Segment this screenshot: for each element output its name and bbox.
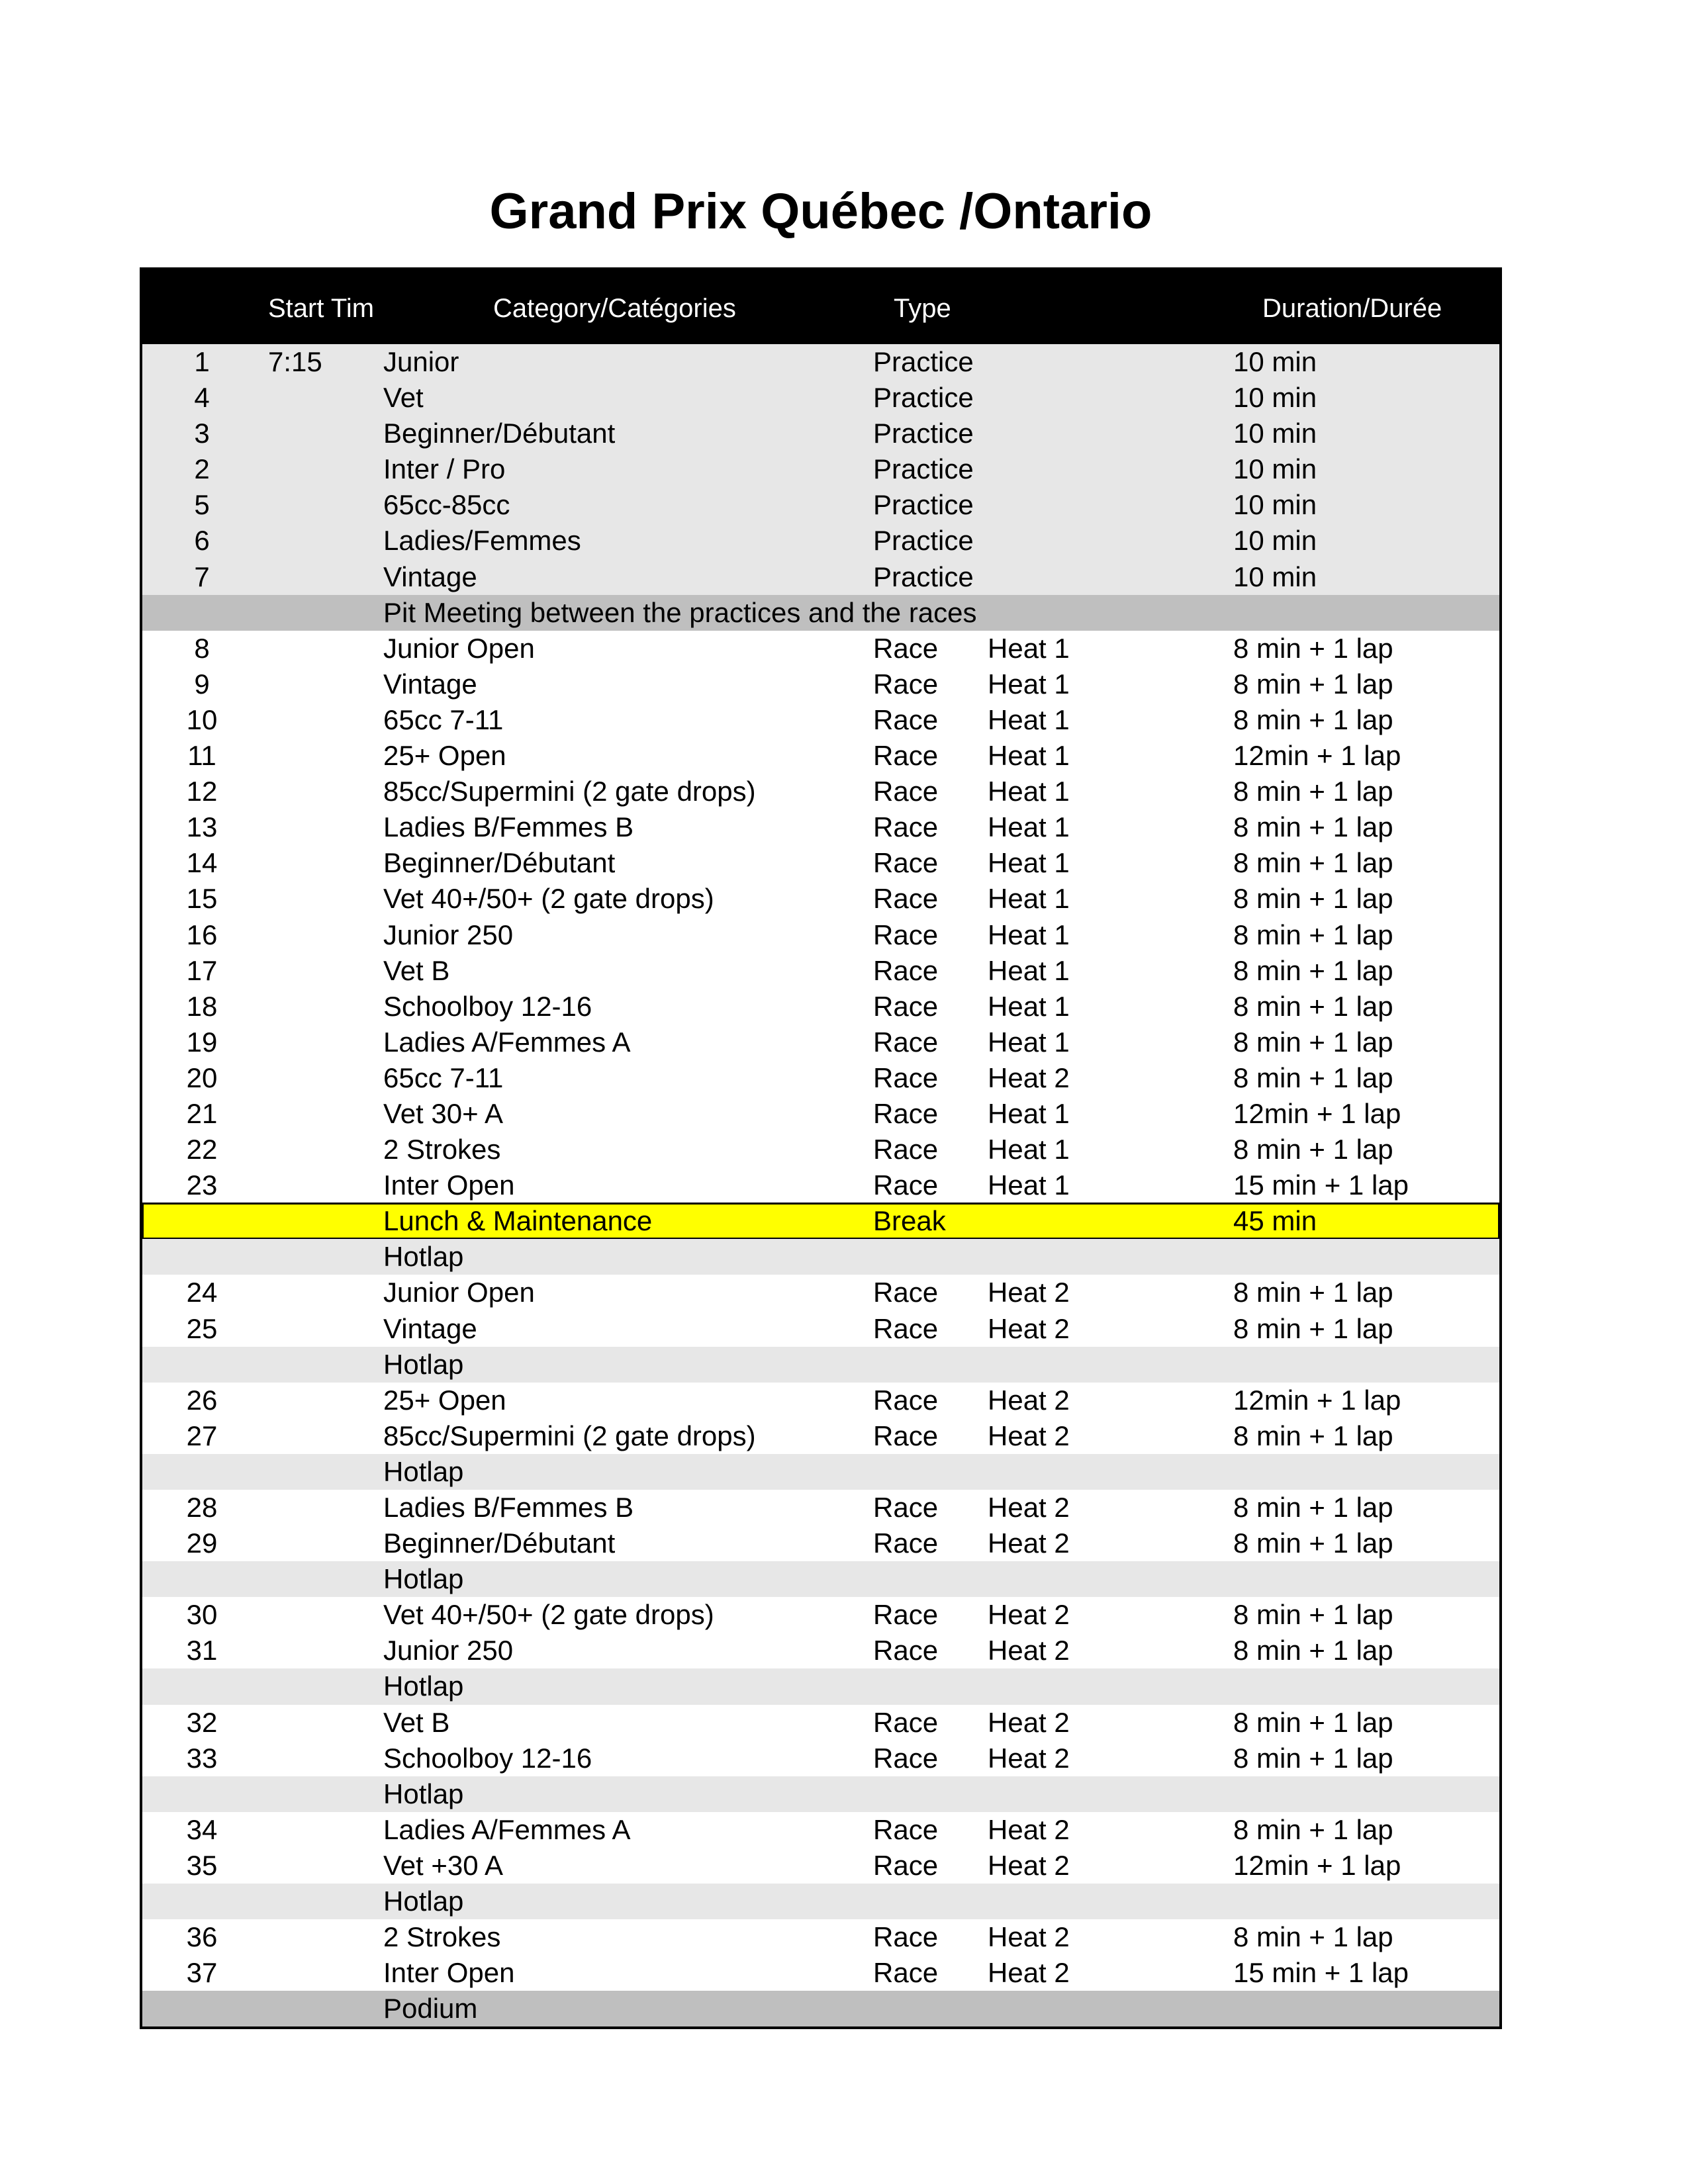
- table-row: [142, 487, 1499, 523]
- row-number: 36: [186, 1921, 218, 1953]
- row-category: Hotlap: [383, 1241, 464, 1273]
- table-row: [142, 953, 1499, 989]
- row-heat: Heat 2: [988, 1921, 1070, 1953]
- row-duration: 8 min + 1 lap: [1233, 1134, 1393, 1165]
- row-category: Ladies/Femmes: [383, 525, 581, 557]
- table-row: [142, 1132, 1499, 1167]
- row-heat: Heat 1: [988, 954, 1070, 986]
- row-type: Race: [873, 990, 939, 1022]
- row-category: Junior: [383, 346, 459, 377]
- row-duration: 8 min + 1 lap: [1233, 1921, 1393, 1953]
- table-row: [142, 1311, 1499, 1347]
- row-duration: 10 min: [1233, 525, 1317, 557]
- table-row: [142, 1597, 1499, 1633]
- row-type: Race: [873, 704, 939, 735]
- table-body: [142, 344, 1499, 2026]
- row-duration: 8 min + 1 lap: [1233, 883, 1393, 915]
- table-row: [142, 809, 1499, 845]
- table-row: [142, 1418, 1499, 1454]
- row-type: Race: [873, 1134, 939, 1165]
- table-row: [142, 1275, 1499, 1310]
- row-category: Pit Meeting between the practices and the races: [383, 596, 977, 628]
- hotlap-row: [142, 1561, 1499, 1597]
- table-row: [142, 1812, 1499, 1848]
- row-duration: 8 min + 1 lap: [1233, 954, 1393, 986]
- row-type: Race: [873, 740, 939, 772]
- row-category: Vet B: [383, 954, 450, 986]
- row-type: Race: [873, 1849, 939, 1881]
- row-number: 26: [186, 1384, 218, 1416]
- table-row: [142, 845, 1499, 881]
- row-duration: 8 min + 1 lap: [1233, 776, 1393, 807]
- row-heat: Heat 1: [988, 883, 1070, 915]
- row-category: Hotlap: [383, 1778, 464, 1809]
- row-number: 3: [194, 418, 210, 449]
- row-type: Practice: [873, 346, 974, 377]
- table-row: [142, 989, 1499, 1024]
- table-row: [142, 380, 1499, 416]
- row-type: Race: [873, 1492, 939, 1523]
- row-category: 65cc 7-11: [383, 704, 504, 735]
- row-number: 21: [186, 1097, 218, 1129]
- row-type: Race: [873, 1957, 939, 1989]
- hotlap-row: [142, 1239, 1499, 1275]
- row-heat: Heat 1: [988, 668, 1070, 700]
- row-type: Race: [873, 954, 939, 986]
- table-row: [142, 1024, 1499, 1060]
- page-title: Grand Prix Québec /Ontario: [489, 183, 1152, 240]
- row-duration: 8 min + 1 lap: [1233, 1062, 1393, 1093]
- hotlap-row: [142, 1776, 1499, 1812]
- row-duration: 8 min + 1 lap: [1233, 1706, 1393, 1738]
- row-number: 31: [186, 1635, 218, 1666]
- row-duration: 10 min: [1233, 418, 1317, 449]
- table-row: [142, 1848, 1499, 1884]
- row-category: Junior Open: [383, 632, 535, 664]
- row-category: Vintage: [383, 668, 477, 700]
- row-heat: Heat 2: [988, 1706, 1070, 1738]
- row-start-time: 7:15: [268, 346, 322, 377]
- row-heat: Heat 2: [988, 1957, 1070, 1989]
- row-type: Practice: [873, 489, 974, 521]
- table-row: [142, 1060, 1499, 1096]
- row-category: 85cc/Supermini (2 gate drops): [383, 776, 756, 807]
- row-duration: 8 min + 1 lap: [1233, 1635, 1393, 1666]
- row-type: Race: [873, 776, 939, 807]
- row-heat: Heat 1: [988, 1169, 1070, 1201]
- row-duration: 12min + 1 lap: [1233, 740, 1401, 772]
- row-category: Ladies A/Femmes A: [383, 1026, 631, 1058]
- row-heat: Heat 2: [988, 1635, 1070, 1666]
- row-category: Junior 250: [383, 919, 514, 950]
- header-type: Type: [894, 294, 951, 323]
- row-category: Inter Open: [383, 1169, 515, 1201]
- row-category: 85cc/Supermini (2 gate drops): [383, 1420, 756, 1451]
- table-row: [142, 1705, 1499, 1741]
- row-type: Race: [873, 1169, 939, 1201]
- row-duration: 8 min + 1 lap: [1233, 1312, 1393, 1344]
- row-duration: 10 min: [1233, 489, 1317, 521]
- table-row: [142, 917, 1499, 953]
- break-row: [142, 1203, 1499, 1239]
- pit-meeting-row: [142, 595, 1499, 631]
- row-type: Race: [873, 1706, 939, 1738]
- row-category: Inter / Pro: [383, 453, 506, 485]
- table-row: [142, 881, 1499, 917]
- row-number: 6: [194, 525, 210, 557]
- row-category: Lunch & Maintenance: [383, 1205, 653, 1237]
- row-type: Race: [873, 1921, 939, 1953]
- row-type: Race: [873, 883, 939, 915]
- row-number: 27: [186, 1420, 218, 1451]
- table-row: [142, 1919, 1499, 1955]
- row-number: 5: [194, 489, 210, 521]
- row-number: 15: [186, 883, 218, 915]
- row-category: Vet 30+ A: [383, 1097, 504, 1129]
- row-category: Beginner/Débutant: [383, 1527, 616, 1559]
- row-duration: 15 min + 1 lap: [1233, 1169, 1409, 1201]
- row-heat: Heat 1: [988, 919, 1070, 950]
- row-heat: Heat 1: [988, 1134, 1070, 1165]
- row-number: 17: [186, 954, 218, 986]
- row-type: Race: [873, 668, 939, 700]
- row-number: 7: [194, 561, 210, 592]
- row-type: Practice: [873, 525, 974, 557]
- row-duration: 8 min + 1 lap: [1233, 632, 1393, 664]
- row-number: 1: [194, 346, 210, 377]
- row-category: 25+ Open: [383, 1384, 506, 1416]
- row-heat: Heat 1: [988, 990, 1070, 1022]
- header-start-time: Start Tim: [268, 294, 375, 323]
- row-duration: 8 min + 1 lap: [1233, 1813, 1393, 1845]
- podium-row: [142, 1991, 1499, 2026]
- row-category: 2 Strokes: [383, 1921, 501, 1953]
- row-heat: Heat 2: [988, 1062, 1070, 1093]
- row-category: Junior 250: [383, 1635, 514, 1666]
- row-heat: Heat 1: [988, 776, 1070, 807]
- row-type: Race: [873, 1097, 939, 1129]
- row-type: Race: [873, 1312, 939, 1344]
- row-heat: Heat 2: [988, 1527, 1070, 1559]
- row-duration: 10 min: [1233, 382, 1317, 414]
- row-heat: Heat 2: [988, 1813, 1070, 1845]
- row-number: 30: [186, 1599, 218, 1631]
- row-number: 2: [194, 453, 210, 485]
- row-heat: Heat 1: [988, 1097, 1070, 1129]
- row-category: Hotlap: [383, 1563, 464, 1595]
- row-category: Vet 40+/50+ (2 gate drops): [383, 883, 714, 915]
- row-duration: 8 min + 1 lap: [1233, 811, 1393, 843]
- table-row: [142, 1525, 1499, 1561]
- row-category: Podium: [383, 1993, 478, 2025]
- row-duration: 8 min + 1 lap: [1233, 1599, 1393, 1631]
- row-type: Race: [873, 1420, 939, 1451]
- row-heat: Heat 1: [988, 632, 1070, 664]
- table-row: [142, 774, 1499, 809]
- row-type: Race: [873, 1277, 939, 1308]
- row-category: 25+ Open: [383, 740, 506, 772]
- row-category: 65cc-85cc: [383, 489, 510, 521]
- row-number: 12: [186, 776, 218, 807]
- row-heat: Heat 2: [988, 1742, 1070, 1774]
- table-row: [142, 1955, 1499, 1991]
- row-category: Ladies B/Femmes B: [383, 811, 634, 843]
- row-category: 2 Strokes: [383, 1134, 501, 1165]
- schedule-table: [140, 267, 1502, 2029]
- table-row: [142, 738, 1499, 774]
- row-number: 25: [186, 1312, 218, 1344]
- row-type: Race: [873, 1527, 939, 1559]
- row-number: 10: [186, 704, 218, 735]
- row-duration: 8 min + 1 lap: [1233, 668, 1393, 700]
- row-category: Beginner/Débutant: [383, 847, 616, 879]
- hotlap-row: [142, 1884, 1499, 1919]
- row-duration: 15 min + 1 lap: [1233, 1957, 1409, 1989]
- row-number: 4: [194, 382, 210, 414]
- hotlap-row: [142, 1347, 1499, 1383]
- row-heat: Heat 2: [988, 1599, 1070, 1631]
- row-heat: Heat 2: [988, 1492, 1070, 1523]
- row-type: Race: [873, 1635, 939, 1666]
- row-number: 29: [186, 1527, 218, 1559]
- row-heat: Heat 1: [988, 847, 1070, 879]
- row-heat: Heat 1: [988, 811, 1070, 843]
- table-row: [142, 559, 1499, 595]
- row-type: Race: [873, 1813, 939, 1845]
- table-header: [142, 270, 1499, 344]
- row-number: 34: [186, 1813, 218, 1845]
- row-number: 22: [186, 1134, 218, 1165]
- table-row: [142, 416, 1499, 451]
- row-number: 19: [186, 1026, 218, 1058]
- row-type: Practice: [873, 561, 974, 592]
- row-number: 33: [186, 1742, 218, 1774]
- row-duration: 8 min + 1 lap: [1233, 919, 1393, 950]
- row-heat: Heat 2: [988, 1277, 1070, 1308]
- row-duration: 45 min: [1233, 1205, 1317, 1237]
- table-row: [142, 1383, 1499, 1418]
- table-row: [142, 523, 1499, 559]
- row-category: Ladies B/Femmes B: [383, 1492, 634, 1523]
- table-row: [142, 344, 1499, 380]
- row-number: 9: [194, 668, 210, 700]
- table-row: [142, 451, 1499, 487]
- row-type: Race: [873, 1384, 939, 1416]
- row-category: Schoolboy 12-16: [383, 990, 592, 1022]
- row-duration: 10 min: [1233, 561, 1317, 592]
- table-row: [142, 702, 1499, 738]
- row-heat: Heat 1: [988, 704, 1070, 735]
- row-duration: 10 min: [1233, 346, 1317, 377]
- row-category: Schoolboy 12-16: [383, 1742, 592, 1774]
- row-number: 13: [186, 811, 218, 843]
- row-duration: 8 min + 1 lap: [1233, 704, 1393, 735]
- row-duration: 12min + 1 lap: [1233, 1384, 1401, 1416]
- row-category: Vet: [383, 382, 424, 414]
- row-category: Ladies A/Femmes A: [383, 1813, 631, 1845]
- row-type: Practice: [873, 382, 974, 414]
- row-number: 24: [186, 1277, 218, 1308]
- row-type: Practice: [873, 418, 974, 449]
- row-number: 32: [186, 1706, 218, 1738]
- row-category: Hotlap: [383, 1670, 464, 1702]
- row-type: Race: [873, 1062, 939, 1093]
- row-duration: 8 min + 1 lap: [1233, 1420, 1393, 1451]
- row-duration: 8 min + 1 lap: [1233, 1527, 1393, 1559]
- row-type: Practice: [873, 453, 974, 485]
- table-row: [142, 1167, 1499, 1203]
- row-heat: Heat 2: [988, 1384, 1070, 1416]
- row-category: Vet B: [383, 1706, 450, 1738]
- row-heat: Heat 1: [988, 740, 1070, 772]
- row-category: Hotlap: [383, 1455, 464, 1487]
- row-number: 16: [186, 919, 218, 950]
- row-number: 18: [186, 990, 218, 1022]
- row-category: Vet +30 A: [383, 1849, 504, 1881]
- row-type: Race: [873, 1026, 939, 1058]
- table-row: [142, 1633, 1499, 1668]
- row-number: 14: [186, 847, 218, 879]
- row-number: 11: [187, 740, 216, 772]
- header-duration: Duration/Durée: [1262, 294, 1442, 323]
- row-duration: 8 min + 1 lap: [1233, 1277, 1393, 1308]
- row-type: Race: [873, 919, 939, 950]
- row-duration: 12min + 1 lap: [1233, 1097, 1401, 1129]
- row-number: 37: [186, 1957, 218, 1989]
- row-category: Vintage: [383, 1312, 477, 1344]
- row-duration: 8 min + 1 lap: [1233, 1026, 1393, 1058]
- row-duration: 10 min: [1233, 453, 1317, 485]
- row-number: 23: [186, 1169, 218, 1201]
- row-category: Hotlap: [383, 1348, 464, 1380]
- row-category: Hotlap: [383, 1886, 464, 1917]
- table-row: [142, 1490, 1499, 1525]
- row-heat: Heat 2: [988, 1849, 1070, 1881]
- row-number: 28: [186, 1492, 218, 1523]
- row-type: Break: [873, 1205, 946, 1237]
- row-category: Vet 40+/50+ (2 gate drops): [383, 1599, 714, 1631]
- row-duration: 8 min + 1 lap: [1233, 990, 1393, 1022]
- row-category: 65cc 7-11: [383, 1062, 504, 1093]
- row-type: Race: [873, 632, 939, 664]
- row-number: 8: [194, 632, 210, 664]
- row-category: Vintage: [383, 561, 477, 592]
- table-row: [142, 631, 1499, 666]
- row-type: Race: [873, 1742, 939, 1774]
- row-type: Race: [873, 847, 939, 879]
- row-category: Inter Open: [383, 1957, 515, 1989]
- row-duration: 8 min + 1 lap: [1233, 847, 1393, 879]
- row-duration: 8 min + 1 lap: [1233, 1492, 1393, 1523]
- table-row: [142, 1741, 1499, 1776]
- header-category: Category/Catégories: [493, 294, 736, 323]
- row-number: 35: [186, 1849, 218, 1881]
- row-category: Junior Open: [383, 1277, 535, 1308]
- row-heat: Heat 1: [988, 1026, 1070, 1058]
- table-row: [142, 666, 1499, 702]
- row-duration: 12min + 1 lap: [1233, 1849, 1401, 1881]
- row-heat: Heat 2: [988, 1420, 1070, 1451]
- row-category: Beginner/Débutant: [383, 418, 616, 449]
- row-heat: Heat 2: [988, 1312, 1070, 1344]
- row-type: Race: [873, 811, 939, 843]
- hotlap-row: [142, 1454, 1499, 1490]
- row-type: Race: [873, 1599, 939, 1631]
- row-duration: 8 min + 1 lap: [1233, 1742, 1393, 1774]
- row-number: 20: [186, 1062, 218, 1093]
- table-row: [142, 1096, 1499, 1132]
- hotlap-row: [142, 1668, 1499, 1704]
